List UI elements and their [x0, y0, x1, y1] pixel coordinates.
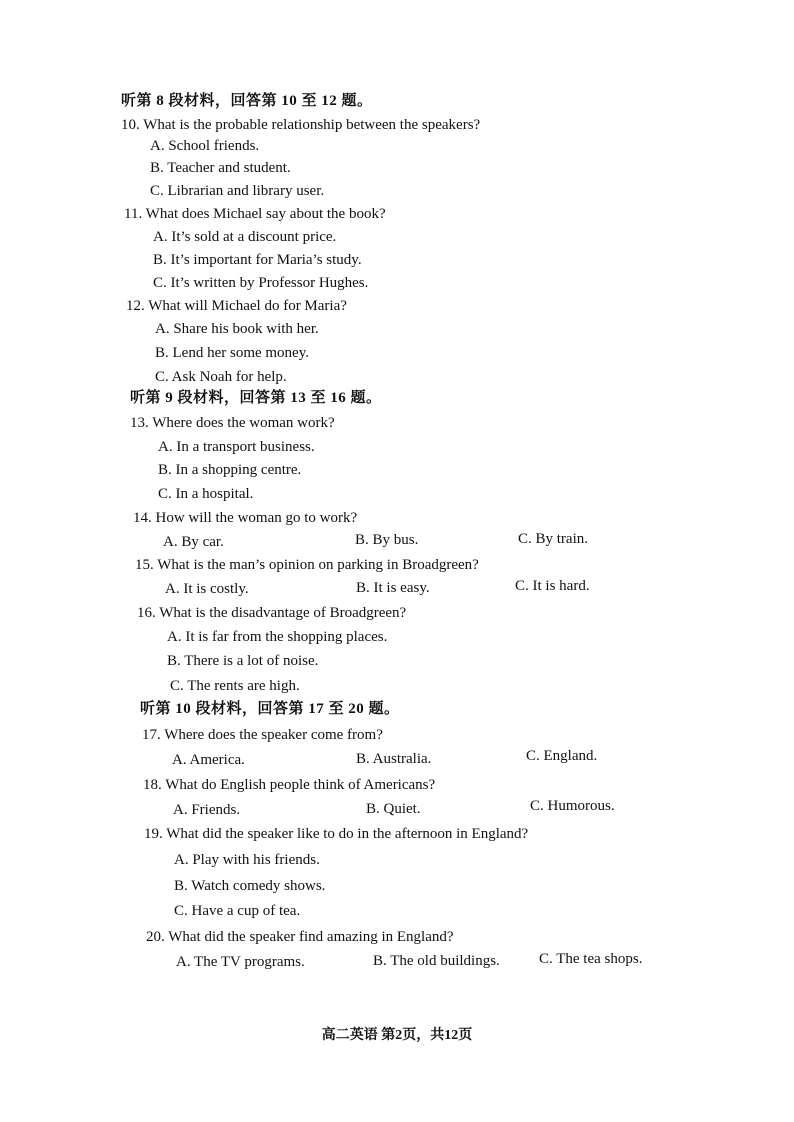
q11-option-b: B. It’s important for Maria’s study.	[153, 252, 362, 268]
question-14: 14. How will the woman go to work?	[133, 510, 358, 526]
q19-option-a: A. Play with his friends.	[174, 852, 320, 868]
q11-option-c: C. It’s written by Professor Hughes.	[153, 275, 369, 291]
question-17: 17. Where does the speaker come from?	[142, 727, 383, 743]
q15-option-a: A. It is costly.	[165, 581, 249, 597]
q18-option-c: C. Humorous.	[530, 798, 615, 814]
q10-option-c: C. Librarian and library user.	[150, 183, 325, 199]
section-heading-8: 听第 8 段材料，回答第 10 至 12 题。	[121, 93, 373, 109]
question-13: 13. Where does the woman work?	[130, 415, 335, 431]
question-19: 19. What did the speaker like to do in the afternoon in England?	[144, 826, 529, 842]
question-18: 18. What do English people think of Americans?	[143, 777, 436, 793]
q17-option-a: A. America.	[172, 752, 245, 768]
section-heading-10: 听第 10 段材料，回答第 17 至 20 题。	[140, 701, 400, 717]
q13-option-a: A. In a transport business.	[158, 439, 315, 455]
q15-option-c: C. It is hard.	[515, 578, 590, 594]
q14-option-c: C. By train.	[518, 531, 588, 547]
q18-option-b: B. Quiet.	[366, 801, 421, 817]
q20-option-c: C. The tea shops.	[539, 951, 643, 967]
q16-option-b: B. There is a lot of noise.	[167, 653, 319, 669]
q12-option-c: C. Ask Noah for help.	[155, 369, 287, 385]
q12-option-a: A. Share his book with her.	[155, 321, 319, 337]
q17-option-c: C. England.	[526, 748, 598, 764]
q13-option-b: B. In a shopping centre.	[158, 462, 302, 478]
page-footer: 高二英语 第2页，共12页	[321, 1028, 473, 1043]
q14-option-a: A. By car.	[163, 534, 224, 550]
question-12: 12. What will Michael do for Maria?	[126, 298, 347, 314]
q16-option-a: A. It is far from the shopping places.	[167, 629, 388, 645]
q19-option-c: C. Have a cup of tea.	[174, 903, 301, 919]
q17-option-b: B. Australia.	[356, 751, 432, 767]
q10-option-b: B. Teacher and student.	[150, 160, 291, 176]
q11-option-a: A. It’s sold at a discount price.	[153, 229, 337, 245]
q13-option-c: C. In a hospital.	[158, 486, 254, 502]
q20-option-a: A. The TV programs.	[176, 954, 305, 970]
q20-option-b: B. The old buildings.	[373, 953, 500, 969]
question-11: 11. What does Michael say about the book?	[124, 206, 386, 222]
question-10: 10. What is the probable relationship between the speakers?	[121, 117, 481, 133]
question-16: 16. What is the disadvantage of Broadgreen?	[137, 605, 407, 621]
q19-option-b: B. Watch comedy shows.	[174, 878, 326, 894]
q15-option-b: B. It is easy.	[356, 580, 430, 596]
q12-option-b: B. Lend her some money.	[155, 345, 309, 361]
section-heading-9: 听第 9 段材料，回答第 13 至 16 题。	[130, 390, 382, 406]
q10-option-a: A. School friends.	[150, 138, 260, 154]
question-15: 15. What is the man’s opinion on parking in Broadgreen?	[135, 557, 479, 573]
q14-option-b: B. By bus.	[355, 532, 419, 548]
q18-option-a: A. Friends.	[173, 802, 241, 818]
question-20: 20. What did the speaker find amazing in England?	[146, 929, 454, 945]
q16-option-c: C. The rents are high.	[170, 678, 300, 694]
